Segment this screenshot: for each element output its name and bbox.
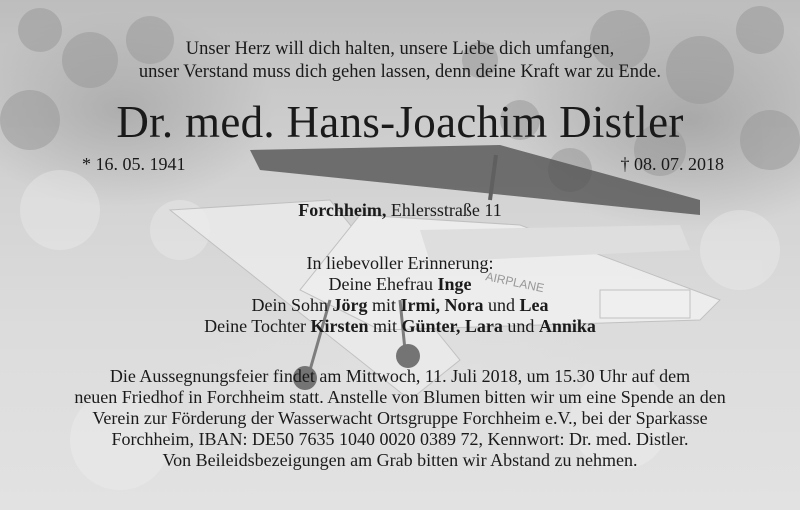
death-date: † 08. 07. 2018 (620, 154, 724, 174)
mourner-daughter (0, 316, 800, 337)
daughter-und: und (502, 316, 539, 336)
wife-name: Inge (437, 274, 472, 294)
address-line (0, 200, 800, 221)
deceased-name: Dr. med. Hans-Joachim Distler (116, 97, 684, 147)
wife-prefix: Deine Ehefrau (328, 274, 438, 294)
service-line-4: Forchheim, IBAN: DE50 7635 1040 0020 0389 72, Kennwort: Dr. med. Distler. (111, 429, 689, 449)
son-family: Irmi, Nora (400, 295, 484, 315)
service-line-3: Verein zur Förderung der Wasserwacht Ortsgruppe Forchheim e.V., bei der Sparkasse (92, 408, 708, 428)
son-name: Jörg (332, 295, 368, 315)
daughter-family: Günter, Lara (401, 316, 503, 336)
son-prefix: Dein Sohn (251, 295, 333, 315)
address-street: Ehlersstraße 11 (386, 200, 502, 220)
quote-line-2: unser Verstand muss dich gehen lassen, denn deine Kraft war zu Ende. (138, 62, 662, 82)
birth-date: * 16. 05. 1941 (82, 154, 186, 174)
mourner-wife (0, 274, 800, 295)
quote-line-1: Unser Herz will dich halten, unsere Liebe dich umfangen, (185, 39, 615, 59)
son-und: und (483, 295, 520, 315)
mourner-son (0, 295, 800, 316)
remembrance-intro: In liebevoller Erinnerung: (306, 253, 494, 273)
service-line-1: Die Aussegnungsfeier findet am Mittwoch, 11. Juli 2018, um 15.30 Uhr auf dem (109, 366, 691, 386)
plane-marking-text: AIRPLANE (484, 269, 546, 296)
daughter-name: Kirsten (310, 316, 369, 336)
daughter-mit: mit (368, 316, 402, 336)
son-mit: mit (367, 295, 401, 315)
address-city: Forchheim, (298, 200, 387, 220)
son-last: Lea (519, 295, 549, 315)
daughter-prefix: Deine Tochter (204, 316, 311, 336)
service-line-2: neuen Friedhof in Forchheim statt. Anstelle von Blumen bitten wir um eine Spende an den (74, 387, 726, 407)
daughter-last: Annika (538, 316, 596, 336)
service-line-5: Von Beileidsbezeigungen am Grab bitten wir Abstand zu nehmen. (162, 450, 638, 470)
